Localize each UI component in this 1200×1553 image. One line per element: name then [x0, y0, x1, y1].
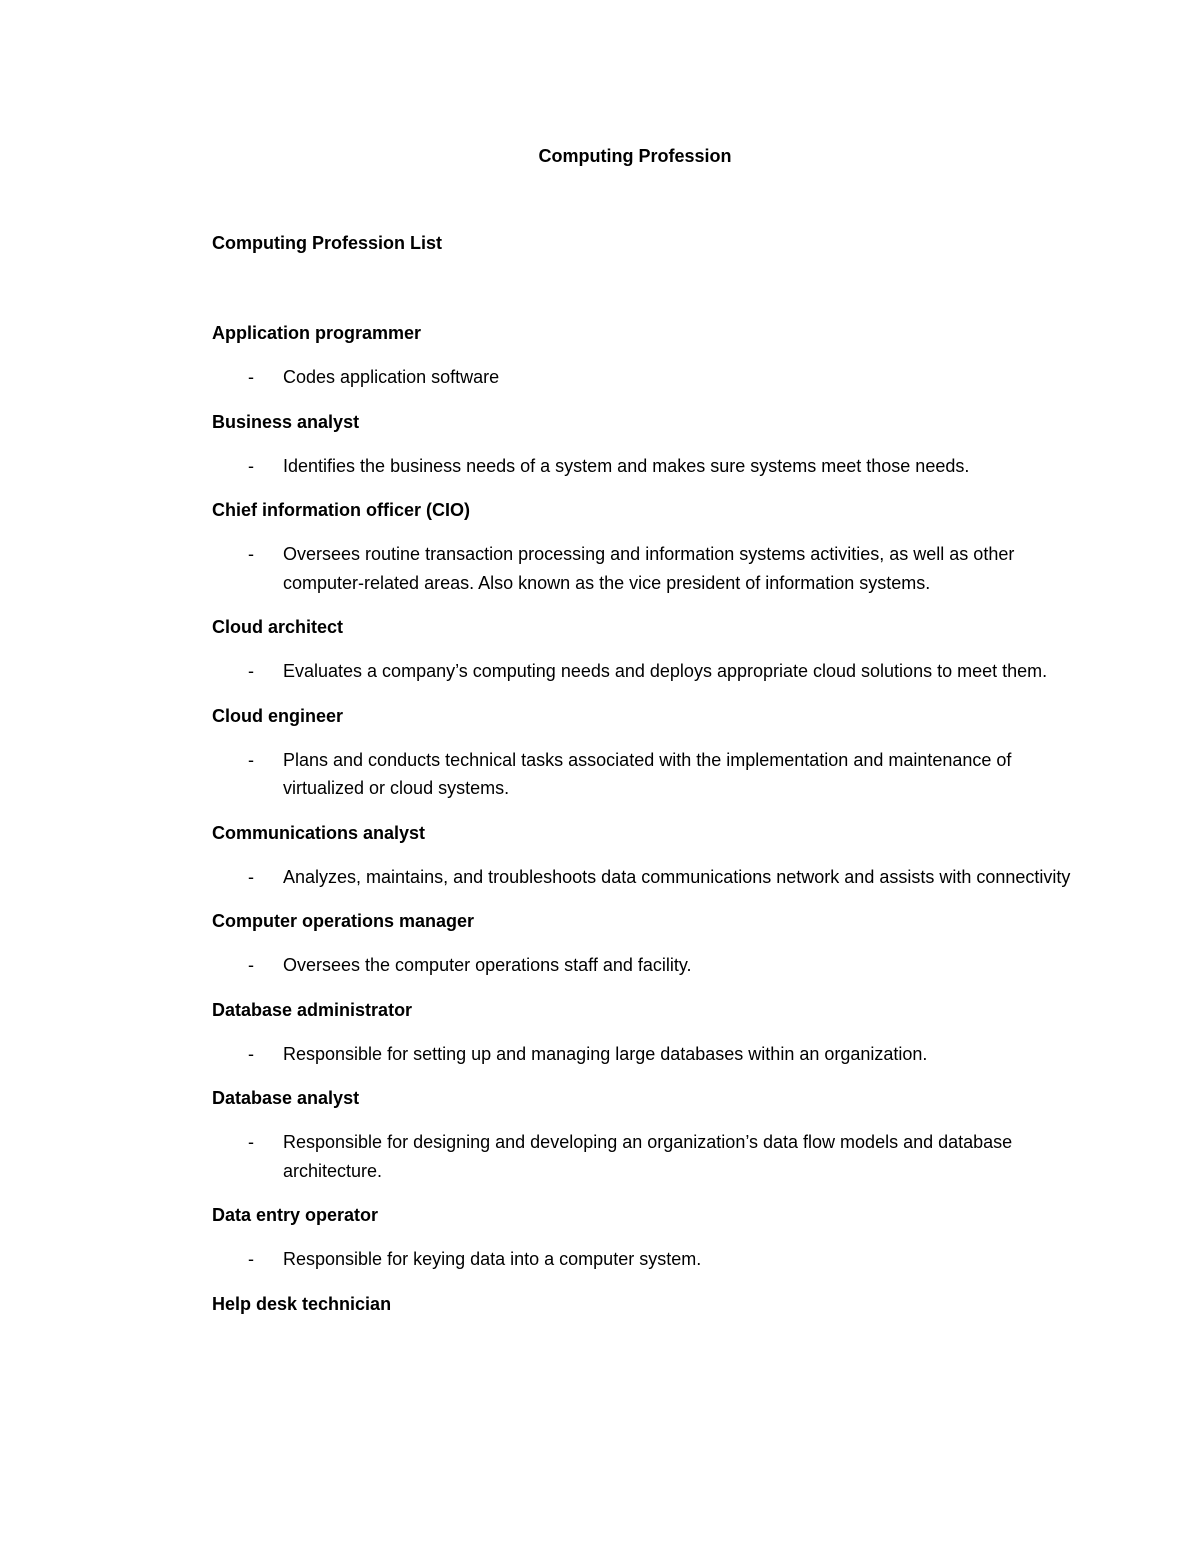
profession-description [212, 1245, 1072, 1274]
profession-title: Cloud architect [212, 617, 344, 637]
profession-entry [212, 408, 1072, 481]
profession-entry [212, 319, 1072, 392]
profession-title: Application programmer [212, 323, 422, 343]
document-title: Computing Profession [538, 146, 732, 166]
description-text: Responsible for setting up and managing large databases within an organization. [283, 1043, 928, 1064]
profession-entry [212, 996, 1072, 1069]
profession-description [212, 1040, 1072, 1069]
profession-description [212, 363, 1072, 392]
profession-entry [212, 1201, 1072, 1274]
bullet-dash: - [248, 544, 254, 564]
profession-title: Communications analyst [212, 822, 426, 843]
bullet-dash: - [248, 661, 254, 681]
profession-entry [212, 613, 1072, 686]
profession-description [212, 657, 1072, 686]
profession-description [212, 452, 1072, 481]
profession-title: Cloud engineer [212, 705, 344, 726]
bullet-dash: - [248, 955, 254, 975]
profession-title: Database administrator [212, 999, 413, 1020]
profession-entry [212, 819, 1072, 892]
description-text: Responsible for keying data into a computer system. [283, 1249, 702, 1269]
profession-title: Database analyst [212, 1088, 360, 1108]
bullet-dash: - [248, 367, 254, 387]
profession-entry [212, 496, 1072, 597]
profession-entry [212, 702, 1072, 803]
profession-entry [212, 1084, 1072, 1185]
profession-description [212, 540, 1072, 597]
bullet-dash: - [248, 749, 254, 770]
description-text: Responsible for designing and developing an organization’s data flow models and database architecture. [283, 1132, 1013, 1181]
profession-title: Data entry operator [212, 1205, 379, 1225]
profession-title: Help desk technician [212, 1293, 392, 1314]
profession-title: Computer operations manager [212, 911, 475, 931]
description-text: Analyzes, maintains, and troubleshoots data communications network and assists with connectivity [283, 866, 1071, 887]
bullet-dash: - [248, 866, 254, 887]
description-text: Oversees the computer operations staff and facility. [283, 955, 692, 975]
profession-entry [212, 1290, 1072, 1318]
profession-title: Business analyst [212, 411, 360, 432]
profession-description [212, 1128, 1072, 1185]
bullet-dash: - [248, 455, 254, 476]
profession-description [212, 746, 1072, 803]
bullet-dash: - [248, 1132, 254, 1152]
profession-entry [212, 907, 1072, 980]
profession-title: Chief information officer (CIO) [212, 500, 470, 520]
bullet-dash: - [248, 1043, 254, 1064]
profession-description [212, 951, 1072, 980]
description-text: Evaluates a company’s computing needs and deploys appropriate cloud solutions to meet them. [283, 661, 1048, 681]
bullet-dash: - [248, 1249, 254, 1269]
description-text: Codes application software [283, 367, 500, 387]
profession-description [212, 863, 1072, 892]
list-heading: Computing Profession List [212, 233, 443, 253]
profession-list [212, 319, 1072, 1334]
description-text: Oversees routine transaction processing and information systems activities, as well as other computer-related areas. Also known as the vice president of information systems. [283, 544, 1015, 593]
description-text: Plans and conducts technical tasks associated with the implementation and maintenance of virtualized or cloud systems. [283, 749, 1012, 798]
description-text: Identifies the business needs of a system and makes sure systems meet those needs. [283, 455, 970, 476]
